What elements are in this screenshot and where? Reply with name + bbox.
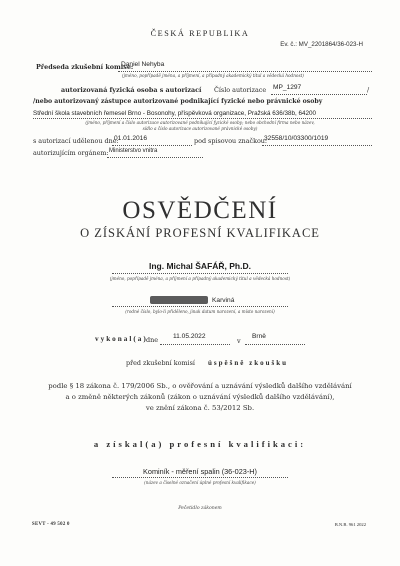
authorizing-body-label: autorizujícím orgánem: xyxy=(33,149,109,157)
law-line-3: ve znění zákona č. 53/2012 Sb. xyxy=(145,404,255,412)
exam-success: úspěšně zkoušku xyxy=(208,359,288,367)
file-number-line xyxy=(262,145,372,146)
authorization-organization-line xyxy=(33,118,372,119)
qualification-name: Kominík - měření spalin (36-023-H) xyxy=(143,467,257,476)
qualification-heading: a získal(a) profesní kvalifikaci: xyxy=(93,439,307,449)
law-line-1: podle § 18 zákona č. 179/2006 Sb., o ověřování a uznávání výsledků dalšího vzdělávání xyxy=(48,382,352,390)
holder-name-caption: (jméno, popřípadě jména, a příjmení a případný akademický titul a vědecká hodnost) xyxy=(109,276,291,281)
committee-chair-caption: (jméno, popřípadě jména, a příjmení, a případný akademický titul a vědecká hodnost) xyxy=(122,73,304,78)
form-code-right: B.N.B. 961 2022 xyxy=(334,522,366,527)
certificate-title: OSVĚDČENÍ xyxy=(122,197,278,224)
exam-place-label: v xyxy=(237,337,241,345)
holder-birthplace: Karviná xyxy=(212,297,235,304)
exam-performed-label: vykonal(a) xyxy=(95,335,148,343)
exam-date-line xyxy=(160,344,230,345)
file-number: 32558/10/03300/1019 xyxy=(264,135,329,142)
granted-date-label: s autorizací udělenou dne: xyxy=(33,137,119,145)
authorization-number-label: Číslo autorizace xyxy=(214,86,267,94)
authorization-organization-caption-1: (jméno, příjmení a číslo autorizace autorizované podnikající fyzické osoby; nebo obchodní firma nebo název, xyxy=(85,120,315,125)
law-line-2: a o změně některých zákonů (zákon o uznávání výsledků dalšího vzdělávání), xyxy=(65,393,335,401)
granted-date-line xyxy=(112,145,192,146)
authorization-slash: / xyxy=(367,86,370,94)
committee-chair-label: Předseda zkušební komise: xyxy=(36,63,134,71)
granted-date: 01.01.2016 xyxy=(114,135,148,142)
exam-place: Brně xyxy=(252,333,266,340)
certificate-subtitle: O ZÍSKÁNÍ PROFESNÍ KVALIFIKACE xyxy=(80,226,320,240)
committee-chair-name: Daniel Nehyba xyxy=(121,61,165,68)
qualification-line xyxy=(112,477,288,478)
holder-birth-caption: (rodné číslo, bylo-li přiděleno, jinak datum narození, a místo narození) xyxy=(125,309,275,314)
holder-name: Ing. Michal ŠAFÁŘ, Ph.D. xyxy=(148,261,251,271)
exam-place-line xyxy=(245,344,305,345)
qualification-caption: (název a číselné označení úplné profesní kvalifikace) xyxy=(144,480,256,485)
redacted-birth-number xyxy=(150,296,208,304)
registration-number: Ev. č.: MV_2201864/36-023-H xyxy=(280,41,363,48)
authorizing-body-line xyxy=(107,157,203,158)
exam-date-label: dne xyxy=(146,336,158,344)
stamp-caption: Pečetidlo zákonem xyxy=(178,506,222,511)
exam-date: 11.05.2022 xyxy=(173,333,206,340)
holder-birth-line xyxy=(112,306,288,307)
authorizing-body: Ministerstvo vnitra xyxy=(109,148,158,154)
authorization-representative-line: /nebo autorizovaný zástupce autorizované podnikající fyzické nebo právnické osoby xyxy=(33,98,323,105)
exam-before-committee: před zkušební komisí xyxy=(126,359,195,367)
committee-chair-line xyxy=(118,71,372,72)
form-code-left: SEVT - 49 502 0 xyxy=(32,522,70,527)
authorization-number-line xyxy=(271,94,367,95)
authorization-organization-caption-2: sídlo a číslo autorizace autorizované právnické osoby) xyxy=(142,126,258,131)
authorization-label: autorizovaná fyzická osoba s autorizací xyxy=(61,86,202,94)
authorization-number: MP_1297 xyxy=(273,84,302,91)
file-number-label: pod spisovou značkou: xyxy=(194,137,268,145)
holder-name-line xyxy=(112,273,288,274)
authorization-organization: Střední škola stavebních řemesel Brno - Bosonohy, příspěvková organizace, Pražská 636/38b, 64200 xyxy=(33,110,317,117)
country-heading: ČESKÁ REPUBLIKA xyxy=(150,29,250,38)
